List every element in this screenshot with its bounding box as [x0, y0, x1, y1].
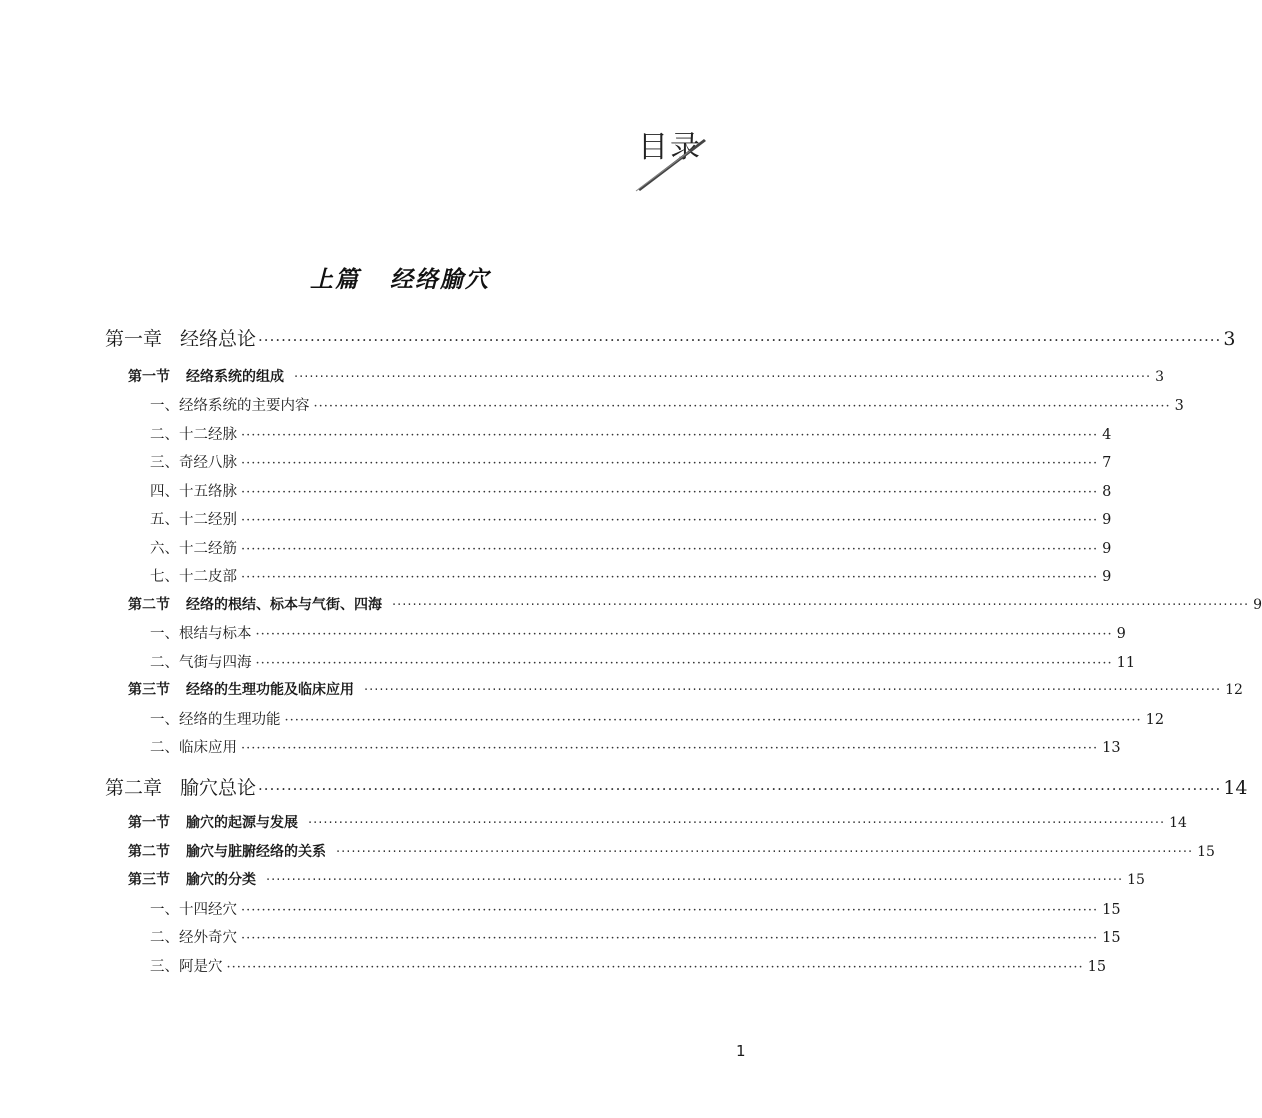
leader-dots: ·······································································································································································	[258, 331, 1222, 349]
toc-item-entry[interactable]	[150, 508, 1112, 529]
entry-page-number: 11	[1116, 655, 1136, 671]
toc-section-entry[interactable]	[128, 366, 1165, 386]
entry-prefix: 第三节	[128, 872, 170, 888]
entry-prefix: 第一章	[105, 328, 163, 350]
leader-dots: ·······································································································································································	[241, 570, 1099, 585]
entry-label	[128, 679, 354, 699]
toc-item-entry[interactable]	[150, 480, 1112, 501]
entry-page-number: 9	[1102, 569, 1112, 585]
toc-heading: 目录	[638, 130, 702, 165]
leader-dots: ·······································································································································································	[266, 873, 1124, 888]
entry-prefix: 第二章	[105, 777, 163, 799]
entry-title: 七、十二皮部	[150, 569, 237, 585]
leader-dots: ·······································································································································································	[284, 713, 1142, 728]
entry-label	[150, 480, 237, 501]
entry-title: 五、十二经别	[150, 512, 237, 528]
leader-dots: ·······································································································································································	[255, 627, 1113, 642]
toc-item-entry[interactable]	[150, 537, 1112, 558]
entry-title: 三、阿是穴	[150, 959, 223, 975]
toc-chapter-entry[interactable]	[105, 773, 1248, 800]
entry-label	[150, 926, 237, 947]
entry-title: 一、十四经穴	[150, 902, 237, 918]
toc-item-entry[interactable]	[150, 451, 1112, 472]
entry-page-number: 3	[1155, 369, 1165, 385]
toc-item-entry[interactable]	[150, 898, 1121, 919]
entry-label	[150, 565, 237, 586]
entry-label	[128, 812, 298, 832]
entry-page-number: 14	[1223, 777, 1248, 799]
entry-title: 经络总论	[180, 328, 257, 350]
toc-item-entry[interactable]	[150, 394, 1184, 415]
entry-page-number: 13	[1102, 740, 1121, 756]
page-number: 1	[736, 1042, 746, 1060]
entry-title: 经络系统的组成	[186, 369, 284, 385]
entry-title: 六、十二经筋	[150, 541, 237, 557]
entry-title: 一、经络的生理功能	[150, 712, 281, 728]
leader-dots: ·······································································································································································	[226, 960, 1084, 975]
toc-item-entry[interactable]	[150, 565, 1112, 586]
toc-section-entry[interactable]	[128, 679, 1243, 699]
entry-prefix: 第二节	[128, 844, 170, 860]
leader-dots: ·······································································································································································	[294, 370, 1152, 385]
entry-label	[105, 773, 256, 800]
toc-item-entry[interactable]	[150, 736, 1121, 757]
entry-title: 经络的根结、标本与气街、四海	[186, 597, 382, 613]
entry-title: 二、经外奇穴	[150, 930, 237, 946]
entry-title: 二、临床应用	[150, 740, 237, 756]
entry-label	[150, 651, 252, 672]
entry-label	[150, 622, 252, 643]
entry-label	[150, 508, 237, 529]
toc-item-entry[interactable]	[150, 955, 1107, 976]
entry-title: 腧穴的分类	[186, 872, 256, 888]
leader-dots: ·······································································································································································	[313, 399, 1171, 414]
entry-label	[128, 594, 382, 614]
entry-page-number: 14	[1169, 815, 1187, 831]
entry-page-number: 15	[1127, 872, 1145, 888]
leader-dots: ·······································································································································································	[241, 456, 1099, 471]
leader-dots: ·······································································································································································	[308, 816, 1166, 831]
toc-item-entry[interactable]	[150, 423, 1112, 444]
entry-page-number: 4	[1102, 427, 1112, 443]
entry-title: 腧穴总论	[180, 777, 257, 799]
part-title	[0, 261, 800, 294]
entry-label	[150, 736, 237, 757]
part-name: 上篇	[310, 267, 360, 293]
toc-item-entry[interactable]	[150, 651, 1136, 672]
entry-page-number: 12	[1145, 712, 1165, 728]
leader-dots: ·······································································································································································	[336, 845, 1194, 860]
entry-label	[128, 841, 326, 861]
leader-dots: ·······································································································································································	[241, 485, 1099, 500]
entry-title: 一、经络系统的主要内容	[150, 398, 310, 414]
leader-dots: ·······································································································································································	[241, 741, 1099, 756]
entry-label	[105, 324, 256, 351]
leader-dots: ·······································································································································································	[241, 903, 1099, 918]
leader-dots: ·······································································································································································	[364, 683, 1222, 698]
leader-dots: ·······································································································································································	[241, 428, 1099, 443]
entry-page-number: 9	[1253, 597, 1262, 613]
entry-title: 二、十二经脉	[150, 427, 237, 443]
toc-item-entry[interactable]	[150, 622, 1126, 643]
entry-title: 一、根结与标本	[150, 626, 252, 642]
leader-dots: ·······································································································································································	[392, 598, 1250, 613]
entry-title: 腧穴的起源与发展	[186, 815, 298, 831]
entry-page-number: 8	[1102, 484, 1112, 500]
entry-label	[150, 537, 237, 558]
entry-label	[150, 708, 281, 729]
leader-dots: ·······································································································································································	[255, 656, 1113, 671]
entry-prefix: 第二节	[128, 597, 170, 613]
entry-label	[150, 394, 310, 415]
entry-page-number: 7	[1102, 455, 1112, 471]
entry-page-number: 9	[1102, 512, 1112, 528]
entry-prefix: 第一节	[128, 815, 170, 831]
entry-prefix: 第三节	[128, 682, 170, 698]
entry-page-number: 15	[1197, 844, 1215, 860]
leader-dots: ·······································································································································································	[258, 780, 1222, 798]
toc-chapter-entry[interactable]	[105, 324, 1236, 351]
entry-label	[150, 451, 237, 472]
entry-page-number: 3	[1223, 328, 1236, 350]
entry-title: 三、奇经八脉	[150, 455, 237, 471]
entry-page-number: 15	[1102, 902, 1121, 918]
entry-prefix: 第一节	[128, 369, 170, 385]
entry-page-number: 9	[1102, 541, 1112, 557]
entry-page-number: 12	[1225, 682, 1243, 698]
entry-label	[150, 898, 237, 919]
entry-title: 二、气街与四海	[150, 655, 252, 671]
heading-decoration	[630, 135, 710, 195]
toc-item-entry[interactable]	[150, 708, 1165, 729]
entry-title: 腧穴与脏腑经络的关系	[186, 844, 326, 860]
entry-label	[150, 955, 223, 976]
entry-label	[128, 869, 256, 889]
leader-dots: ·······································································································································································	[241, 513, 1099, 528]
toc-section-entry[interactable]	[128, 841, 1215, 861]
entry-label	[128, 366, 284, 386]
entry-page-number: 3	[1174, 398, 1184, 414]
entry-label	[150, 423, 237, 444]
toc-section-entry[interactable]	[128, 812, 1187, 832]
entry-title: 经络的生理功能及临床应用	[186, 682, 354, 698]
toc-section-entry[interactable]	[128, 594, 1262, 614]
leader-dots: ·······································································································································································	[241, 542, 1099, 557]
part-subtitle: 经络腧穴	[390, 267, 490, 293]
toc-item-entry[interactable]	[150, 926, 1121, 947]
entry-title: 四、十五络脉	[150, 484, 237, 500]
toc-section-entry[interactable]	[128, 869, 1145, 889]
entry-page-number: 9	[1116, 626, 1126, 642]
entry-page-number: 15	[1087, 959, 1107, 975]
entry-page-number: 15	[1102, 930, 1121, 946]
leader-dots: ·······································································································································································	[241, 931, 1099, 946]
